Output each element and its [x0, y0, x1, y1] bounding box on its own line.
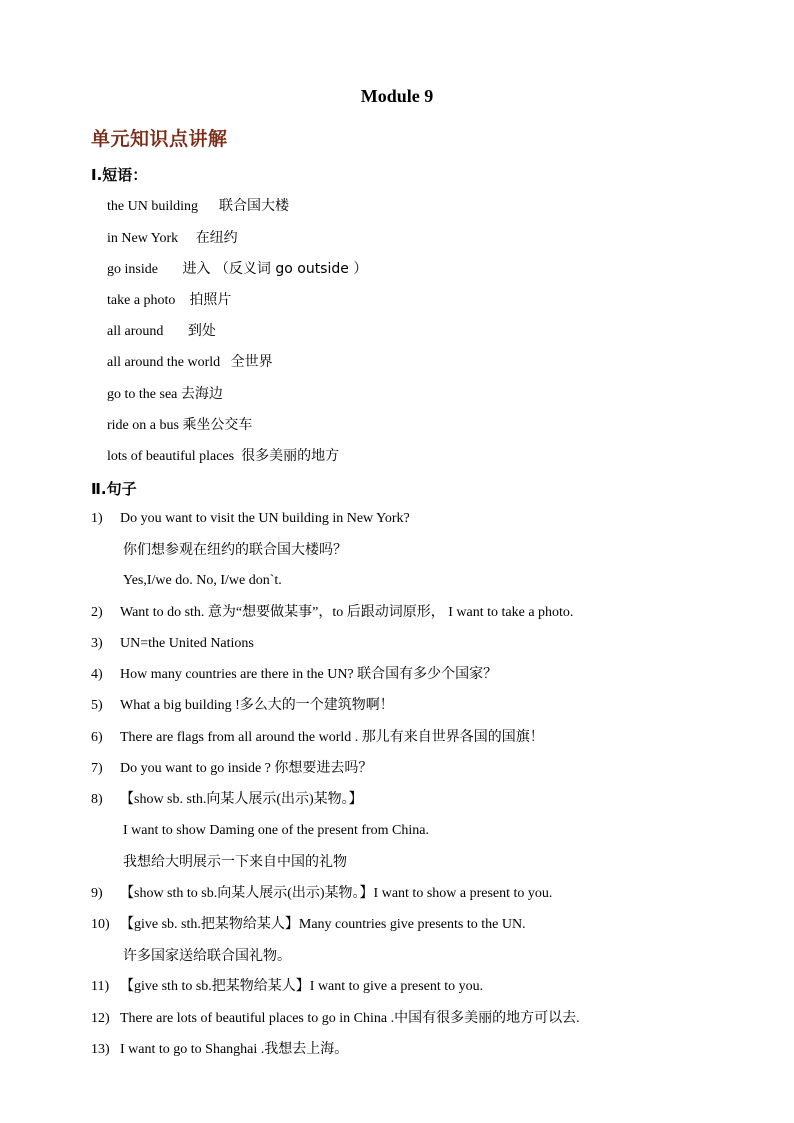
- phrase-item: [107, 384, 223, 405]
- phrase-cn: 在纽约: [195, 230, 238, 246]
- phrase-cn: 进入 （反义词 go outside ）: [182, 261, 368, 277]
- phrase-en: all around: [107, 324, 164, 339]
- item-number: 4): [91, 667, 103, 682]
- page-title: Module 9: [360, 86, 434, 106]
- phrase-cn: 全世界: [230, 354, 273, 370]
- phrase-item: [107, 415, 252, 436]
- item-number: 11): [91, 979, 110, 994]
- sentence-text: I want to go to Shanghai .我想去上海。: [120, 1042, 349, 1057]
- phrase-cn: 乘坐公交车: [182, 417, 253, 433]
- phrase-cn: 联合国大楼: [219, 198, 289, 214]
- item-number: 8): [91, 792, 103, 807]
- sentence-text: I want to show Daming one of the present from China.: [123, 823, 429, 838]
- phrase-item: [107, 196, 289, 217]
- phrase-item: [107, 352, 273, 373]
- item-number: 5): [91, 698, 103, 713]
- sentence-text: There are lots of beautiful places to go in China .中国有很多美丽的地方可以去.: [120, 1011, 580, 1026]
- phrase-en: the UN building: [107, 199, 198, 214]
- phrase-item: [107, 446, 339, 467]
- item-number: 6): [91, 730, 103, 745]
- sentence-text: What a big building !多么大的一个建筑物啊！: [120, 698, 394, 713]
- phrase-item: [107, 259, 367, 280]
- sentence-text: Do you want to visit the UN building in New York?: [120, 511, 410, 526]
- sentence-text: 【show sth to sb.向某人展示(出示)某物。】I want to show a present to you.: [120, 886, 553, 901]
- item-number: 10): [91, 917, 110, 932]
- sentence-text: How many countries are there in the UN? 联合国有多少个国家？: [120, 667, 498, 682]
- phrase-item: [107, 290, 231, 311]
- item-number: 9): [91, 886, 103, 901]
- phrases-heading: Ⅰ.短语：: [91, 166, 148, 184]
- phrase-cn: 拍照片: [189, 292, 232, 308]
- sentences-heading: Ⅱ.句子: [91, 480, 137, 498]
- item-number: 1): [91, 511, 103, 526]
- phrase-cn: 到处: [187, 323, 216, 339]
- phrase-en: in New York: [107, 231, 179, 246]
- phrase-en: go inside: [107, 262, 158, 277]
- sentence-text: There are flags from all around the world . 那儿有来自世界各国的国旗！: [120, 730, 544, 745]
- item-number: 13): [91, 1042, 110, 1057]
- phrase-en: lots of beautiful places: [107, 449, 235, 464]
- item-number: 7): [91, 761, 103, 776]
- phrase-cn: 去海边: [180, 386, 223, 402]
- sentence-text: Yes,I/we do. No, I/we don`t.: [123, 573, 282, 588]
- phrase-item: [107, 228, 238, 249]
- phrase-en: ride on a bus: [107, 418, 179, 433]
- phrase-cn: 很多美丽的地方: [241, 448, 340, 464]
- phrase-en: all around the world: [107, 355, 221, 370]
- sentence-text: 你们想参观在纽约的联合国大楼吗？: [123, 542, 347, 558]
- sentence-text: Do you want to go inside ? 你想要进去吗？: [120, 761, 373, 776]
- sentence-text: 【give sb. sth.把某物给某人】Many countries give presents to the UN.: [120, 917, 526, 932]
- sentence-text: 【show sb. sth.向某人展示(出示)某物。】: [120, 792, 363, 807]
- sentence-text: Want to do sth. 意为“想要做某事”，to 后跟动词原形， I want to take a photo.: [120, 605, 574, 620]
- item-number: 2): [91, 605, 103, 620]
- sentence-text: UN=the United Nations: [120, 636, 254, 651]
- section-heading: 单元知识点讲解: [91, 128, 228, 150]
- item-number: 3): [91, 636, 103, 651]
- phrase-item: [107, 321, 216, 342]
- phrase-en: go to the sea: [107, 387, 178, 402]
- sentence-text: 许多国家送给联合国礼物。: [123, 948, 291, 964]
- item-number: 12): [91, 1011, 110, 1026]
- phrase-en: take a photo: [107, 293, 176, 308]
- sentence-text: 我想给大明展示一下来自中国的礼物: [123, 854, 347, 870]
- sentence-text: 【give sth to sb.把某物给某人】I want to give a present to you.: [120, 979, 484, 994]
